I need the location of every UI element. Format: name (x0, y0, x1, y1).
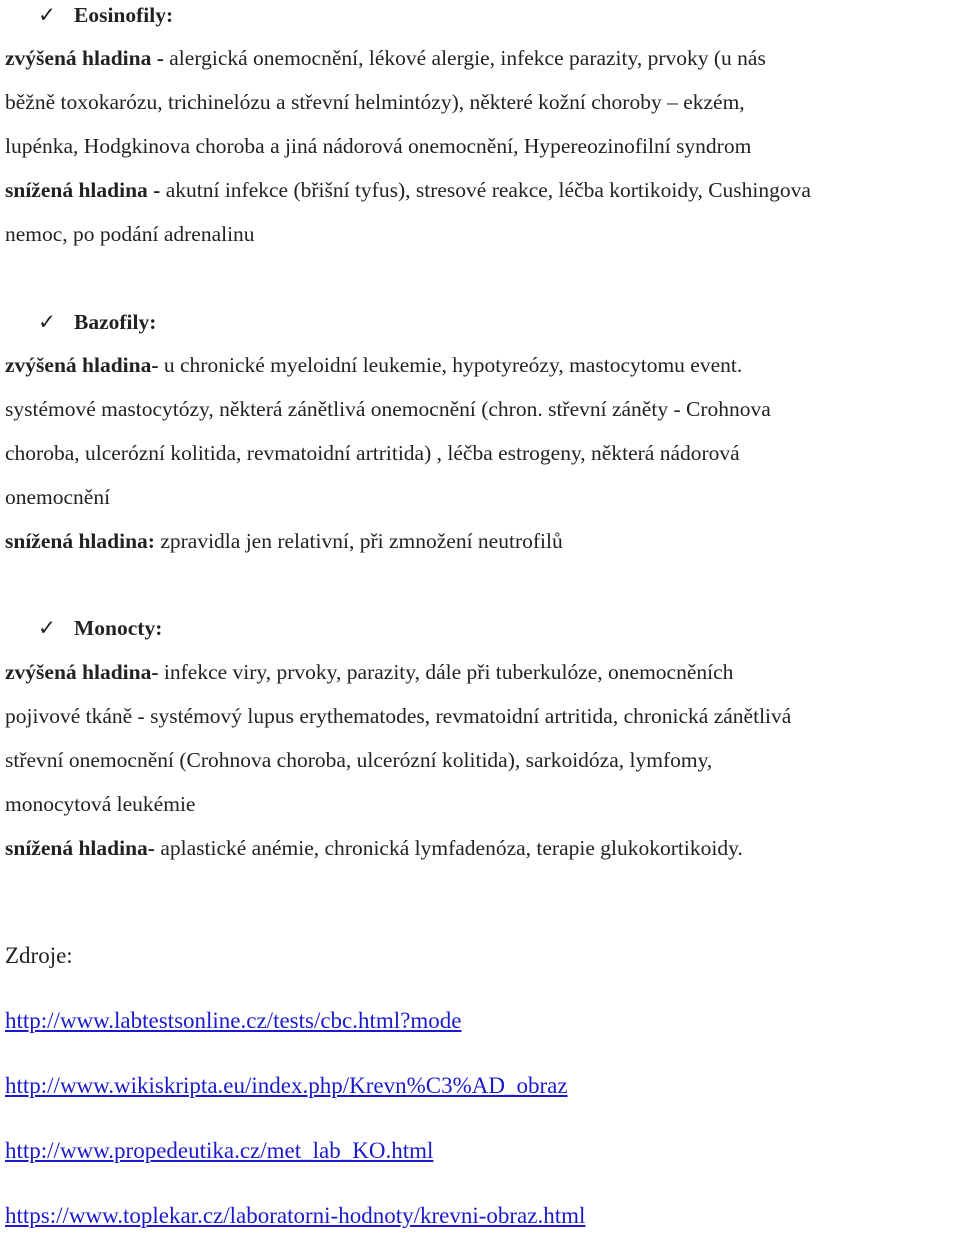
paragraph-line: monocytová leukémie (5, 792, 196, 816)
decreased-level-label: snížená hladina - (5, 178, 161, 202)
section-heading-monocty (38, 613, 162, 643)
section-heading-eosinofily (38, 0, 173, 30)
text-run: aplastické anémie, chronická lymfadenóza, terapie glukokortikoidy. (154, 836, 743, 860)
text-run: u chronické myeloidní leukemie, hypotyreózy, mastocytomu event. (158, 353, 743, 377)
paragraph-line: pojivové tkáně - systémový lupus erythematodes, revmatoidní artritida, chronická zánětlivá (5, 704, 792, 728)
increased-level-label: zvýšená hladina - (5, 46, 164, 70)
paragraph-line: choroba, ulcerózní kolitida, revmatoidní artritida) , léčba estrogeny, některá nádorová (5, 441, 740, 465)
text-run: zpravidla jen relativní, při zmnožení neutrofilů (154, 529, 563, 553)
paragraph-line (5, 657, 733, 687)
sources-heading: Zdroje: (5, 943, 73, 968)
paragraph-line (5, 350, 742, 380)
section-title: Bazofily: (74, 310, 157, 334)
paragraph-line (5, 43, 766, 73)
paragraph-line: onemocnění (5, 485, 111, 509)
section-title: Eosinofily: (74, 3, 174, 27)
decreased-level-label: snížená hladina- (5, 836, 155, 860)
text-run: akutní infekce (břišní tyfus), stresové reakce, léčba kortikoidy, Cushingova (160, 178, 811, 202)
paragraph-line: systémové mastocytózy, některá zánětlivá onemocnění (chron. střevní záněty - Crohnova (5, 397, 771, 421)
section-title: Monocty: (74, 616, 163, 640)
increased-level-label: zvýšená hladina- (5, 660, 159, 684)
paragraph-line (5, 175, 811, 205)
paragraph-line: střevní onemocnění (Crohnova choroba, ulcerózní kolitida), sarkoidóza, lymfomy, (5, 748, 713, 772)
section-heading-bazofily (38, 307, 156, 337)
checkmark-icon: ✓ (38, 616, 57, 640)
checkmark-icon: ✓ (38, 3, 57, 27)
paragraph-line: běžně toxokarózu, trichinelózu a střevní helmintózy), některé kožní choroby – ekzém, (5, 90, 745, 114)
checkmark-icon: ✓ (38, 310, 57, 334)
source-link[interactable]: https://www.toplekar.cz/laboratorni-hodnoty/krevni-obraz.html (5, 1203, 586, 1228)
text-run: infekce viry, prvoky, parazity, dále při tuberkulóze, onemocněních (158, 660, 734, 684)
increased-level-label: zvýšená hladina- (5, 353, 159, 377)
paragraph-line: lupénka, Hodgkinova choroba a jiná nádorová onemocnění, Hypereozinofilní syndrom (5, 134, 752, 158)
source-link[interactable]: http://www.labtestsonline.cz/tests/cbc.html?mode (5, 1008, 462, 1033)
decreased-level-label: snížená hladina: (5, 529, 155, 553)
text-run: alergická onemocnění, lékové alergie, infekce parazity, prvoky (u nás (163, 46, 766, 70)
paragraph-line (5, 833, 743, 863)
source-link[interactable]: http://www.wikiskripta.eu/index.php/Krevn%C3%AD_obraz (5, 1073, 568, 1098)
paragraph-line (5, 526, 563, 556)
paragraph-line: nemoc, po podání adrenalinu (5, 222, 255, 246)
source-link[interactable]: http://www.propedeutika.cz/met_lab_KO.html (5, 1138, 434, 1163)
